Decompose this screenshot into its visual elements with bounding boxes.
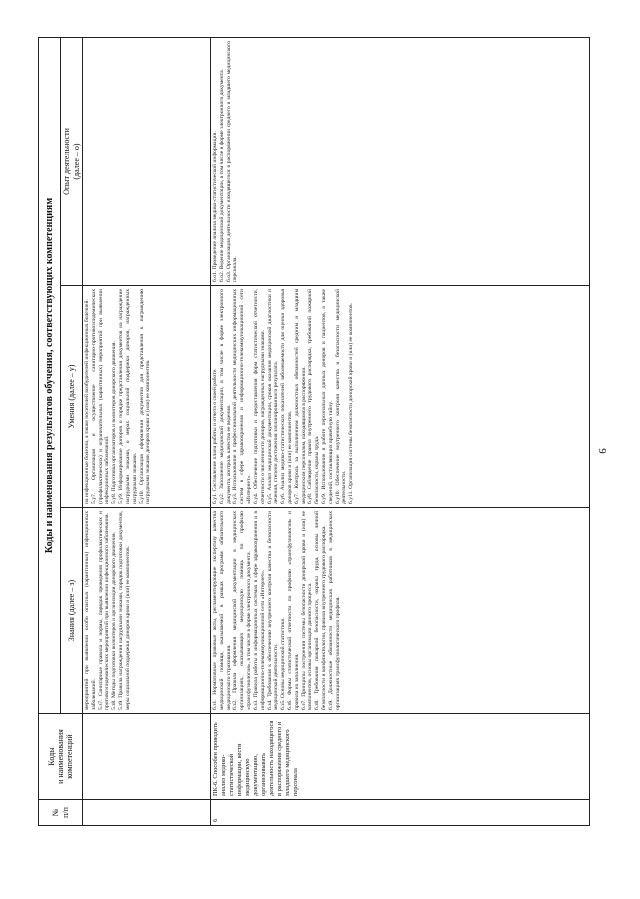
skill-item: 6.у11. Организация системы безопасности донорской крови и (или) ее компонентов.: [348, 303, 355, 504]
knowledge-item: 6.з6. Формы статистической отчетности по профилю «трансфузиология» и правила их заполнения.: [286, 511, 300, 710]
row-experience: [211, 38, 590, 286]
experience-item: 6.о2. Ведение медицинской документации, в том числе в форме электронного документа.: [218, 68, 225, 282]
knowledge-item: 6.з9. Должностные обязанности медицинских работников в медицинских организациях трансфузиологического профиля.: [327, 511, 341, 710]
row-skills: [211, 286, 590, 508]
experience-item: 6.о1. Проведение анализа медико-статистической информации.: [212, 131, 218, 282]
skill-item: 6.у7. Контроль за выполнением должностных обязанностей средним и младшим медицинским персоналом, находящимся в распоряжении.: [293, 289, 307, 504]
header-experience: Опыт деятельности (далее – о): [61, 38, 83, 286]
row-skills: [83, 286, 211, 508]
row-competence: [83, 714, 211, 800]
knowledge-item: 6.з2. Правила оформления медицинской документации в медицинских организациях, оказывающих медицинскую помощь по профилю «трансфузиология», в том числе в форме электронного документа.: [232, 511, 253, 710]
row-knowledge: [211, 508, 590, 714]
header-num: № п/п: [39, 800, 83, 826]
skill-item: 6.у10. Обеспечение внутреннего контроля качества и безопасности медицинской деятельности.: [334, 289, 348, 504]
competence-table: [38, 37, 590, 826]
header-codes: Коды и наименования компетенций: [39, 714, 83, 800]
skill-item: 6.у6. Анализ медико-статистических показателей заболеваемости для оценки здоровья доноров крови и (или) ее компонентов.: [280, 289, 293, 504]
table-row: [211, 38, 590, 826]
row-knowledge: [83, 508, 211, 714]
skill-item: 6.у8. Соблюдение правил внутреннего трудового распорядка, требований пожарной безопасности, охраны труда.: [307, 289, 321, 504]
row-num: 6: [211, 800, 590, 826]
knowledge-item: 6.з4. Требования к обеспечению внутреннего контроля качества и безопасности медицинской деятельности.: [266, 511, 280, 710]
knowledge-item: 6.з1. Нормативные правовые акты, регламентирующие экспертизу качества медицинской помощи, оказываемой в рамках программ обязательного медицинского страхования.: [212, 511, 232, 710]
knowledge-item: мероприятий при выявлении особо опасных (карантинных) инфекционных заболеваний.: [84, 511, 97, 710]
experience-item: 6.о3. Организация деятельности находящегося в распоряжении среднего и младшего медицинского персонала.: [225, 41, 239, 282]
table-row: [83, 38, 211, 826]
skill-item: 6.у3. Использование в профессиональной деятельности медицинских информационных систем в сфере здравоохранения и информационно-телекоммуникационной сети «Интернет».: [232, 289, 253, 504]
skill-item: 5.у10. Организация оформления документов для представления к награждению нагрудными знаками доноров крови и (или) ее компонентов.: [138, 289, 152, 504]
skill-item: 6.у5. Анализ медицинской документации, сроков оказания медицинской диагностики и лечения, степени достижения запланированного результата.: [266, 289, 280, 504]
knowledge-item: 6.з3. Правила работы в информационных системах в сфере здравоохранения и в информационно-телекоммуникационной сети «Интернет».: [252, 511, 266, 710]
knowledge-item: 5.з9. Правила награждения нагрудными знаками, порядок подготовки документов, меры социальной поддержки доноров крови и (или) ее компонентов.: [118, 511, 131, 710]
knowledge-item: 5.з8. Методы подготовки волонтеров и организации донорского движения.: [111, 532, 118, 710]
header-skills: Умения (далее – у): [61, 286, 83, 508]
page-number: 9: [595, 448, 608, 454]
skill-item: 6.у1. Составление плана работы и отчета о своей работе.: [212, 368, 218, 504]
skill-item: 5.у9. Информирование доноров о порядке представления документов на награждение нагрудными знаками, о мерах социальной поддержки доноров, награжденных нагрудными знаками.: [118, 289, 138, 504]
row-num: [83, 800, 211, 826]
header-knowledge: Знания (далее – з): [61, 508, 83, 714]
skill-item: 6.у9. Использование в работе персональных данных доноров и пациентов, а также сведений, составляющих врачебную тайну.: [321, 289, 334, 504]
skill-item: 5.у8. Подготовка организаторов и волонтеров донорского движения.: [111, 341, 118, 504]
skill-item: на инфекционные болезни, а также носителей возбудителей инфекционных болезней.: [84, 299, 90, 504]
header-results-group: Коды и наименования результатов обучения, соответствующих компетенциям: [39, 38, 61, 714]
rotated-page: [38, 38, 590, 826]
skill-item: 6.у4. Обеспечение подготовки и предоставления форм статистической отчетности, отчетности о численности доноров, награжденных нагрудными знаками.: [252, 289, 266, 504]
knowledge-item: 6.з7. Принципы построения системы безопасности донорской крови и (или) ее компонентов, основы организации данного процесса.: [300, 511, 314, 710]
knowledge-item: 5.з7. Санитарные правила и нормы, порядок проведения профилактических и противоэпидемических мероприятий при выявлении инфекционного заболевания.: [97, 511, 111, 710]
knowledge-item: 6.з8. Требования пожарной безопасности, охраны труда, основы личной безопасности и конфликтологии, правила внутреннего трудового распорядка.: [314, 511, 327, 710]
row-competence: ПК-6. Способен проводить анализ медико-статистической информации, вести медицинскую документацию, организовывать деятельность находящегося в распоряжении среднего и младшего медицинского персонала: [211, 714, 590, 800]
row-experience: [83, 38, 211, 286]
skill-item: 6.у2. Заполнение медицинской документации, в том числе в форме электронного документа, контроль качества ее ведения.: [218, 289, 232, 504]
skill-item: 5.у7. Организация и осуществление санитарно-противоэпидемических (профилактических) и ограничительных (карантинных) мероприятий при выявлении инфекционных заболеваний.: [90, 289, 111, 504]
knowledge-item: 6.з5. Основы медицинской статистики.: [280, 617, 287, 710]
